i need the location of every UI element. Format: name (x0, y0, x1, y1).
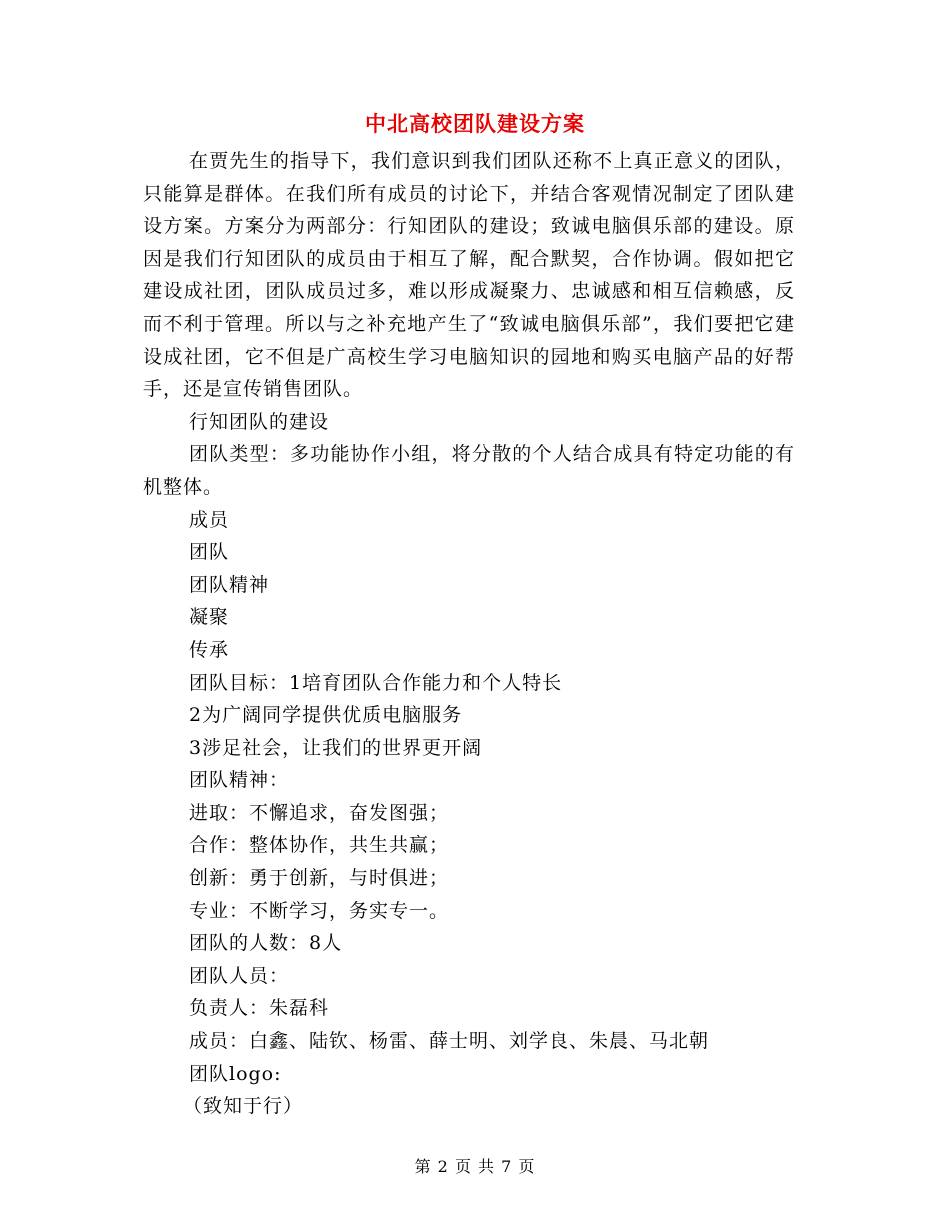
logo-label: 团队logo: (189, 1062, 282, 1085)
document-body (143, 145, 795, 1123)
team-members: 成员：白鑫、陆钦、杨雷、薛士明、刘学良、朱晨、马北朝 (189, 1030, 710, 1053)
member-count: 团队的人数：8人 (189, 932, 343, 955)
logo-motto: （致知于行） (183, 1095, 304, 1118)
concept-item: 团队精神 (189, 573, 270, 596)
goal-item: 团队目标：1培育团队合作能力和个人特长 (189, 671, 563, 694)
team-leader: 负责人：朱磊科 (189, 997, 330, 1020)
team-type-paragraph: 团队类型：多功能协作小组，将分散的个人结合成具有特定功能的有机整体。 (143, 443, 795, 498)
spirit-item: 合作：整体协作，共生共赢； (189, 834, 450, 857)
page-footer: 第 2 页 共 7 页 (414, 1157, 536, 1176)
spirit-item: 创新：勇于创新，与时俱进； (189, 867, 450, 890)
section-heading: 行知团队的建设 (189, 410, 330, 433)
concept-item: 凝聚 (189, 606, 230, 629)
goal-item: 3涉足社会，让我们的世界更开阔 (189, 736, 483, 759)
members-heading: 团队人员： (189, 964, 290, 987)
intro-paragraph: 在贾先生的指导下，我们意识到我们团队还称不上真正意义的团队，只能算是群体。在我们所有成员的讨论下，并结合客观情况制定了团队建设方案。方案分为两部分：行知团队的建设；致诚电脑俱乐部的建设。原因是我们行知团队的成员由于相互了解，配合默契，合作协调。假如把它建设成社团，团队成员过多，难以形成凝聚力、忠诚感和相互信赖感，反而不利于管理。所以与之补充地产生了“致诚电脑俱乐部”，我们要把它建设成社团，它不但是广高校生学习电脑知识的园地和购买电脑产品的好帮手，还是宣传销售团队。 (143, 150, 795, 401)
concept-item: 团队 (189, 541, 230, 564)
spirit-item: 专业：不断学习，务实专一。 (189, 899, 450, 922)
concept-item: 成员 (189, 508, 230, 531)
goal-item: 2为广阔同学提供优质电脑服务 (189, 704, 463, 727)
spirit-heading: 团队精神： (189, 769, 290, 792)
document-title: 中北高校团队建设方案 (365, 111, 585, 136)
spirit-item: 进取：不懈追求，奋发图强； (189, 801, 450, 824)
concept-item: 传承 (189, 638, 230, 661)
